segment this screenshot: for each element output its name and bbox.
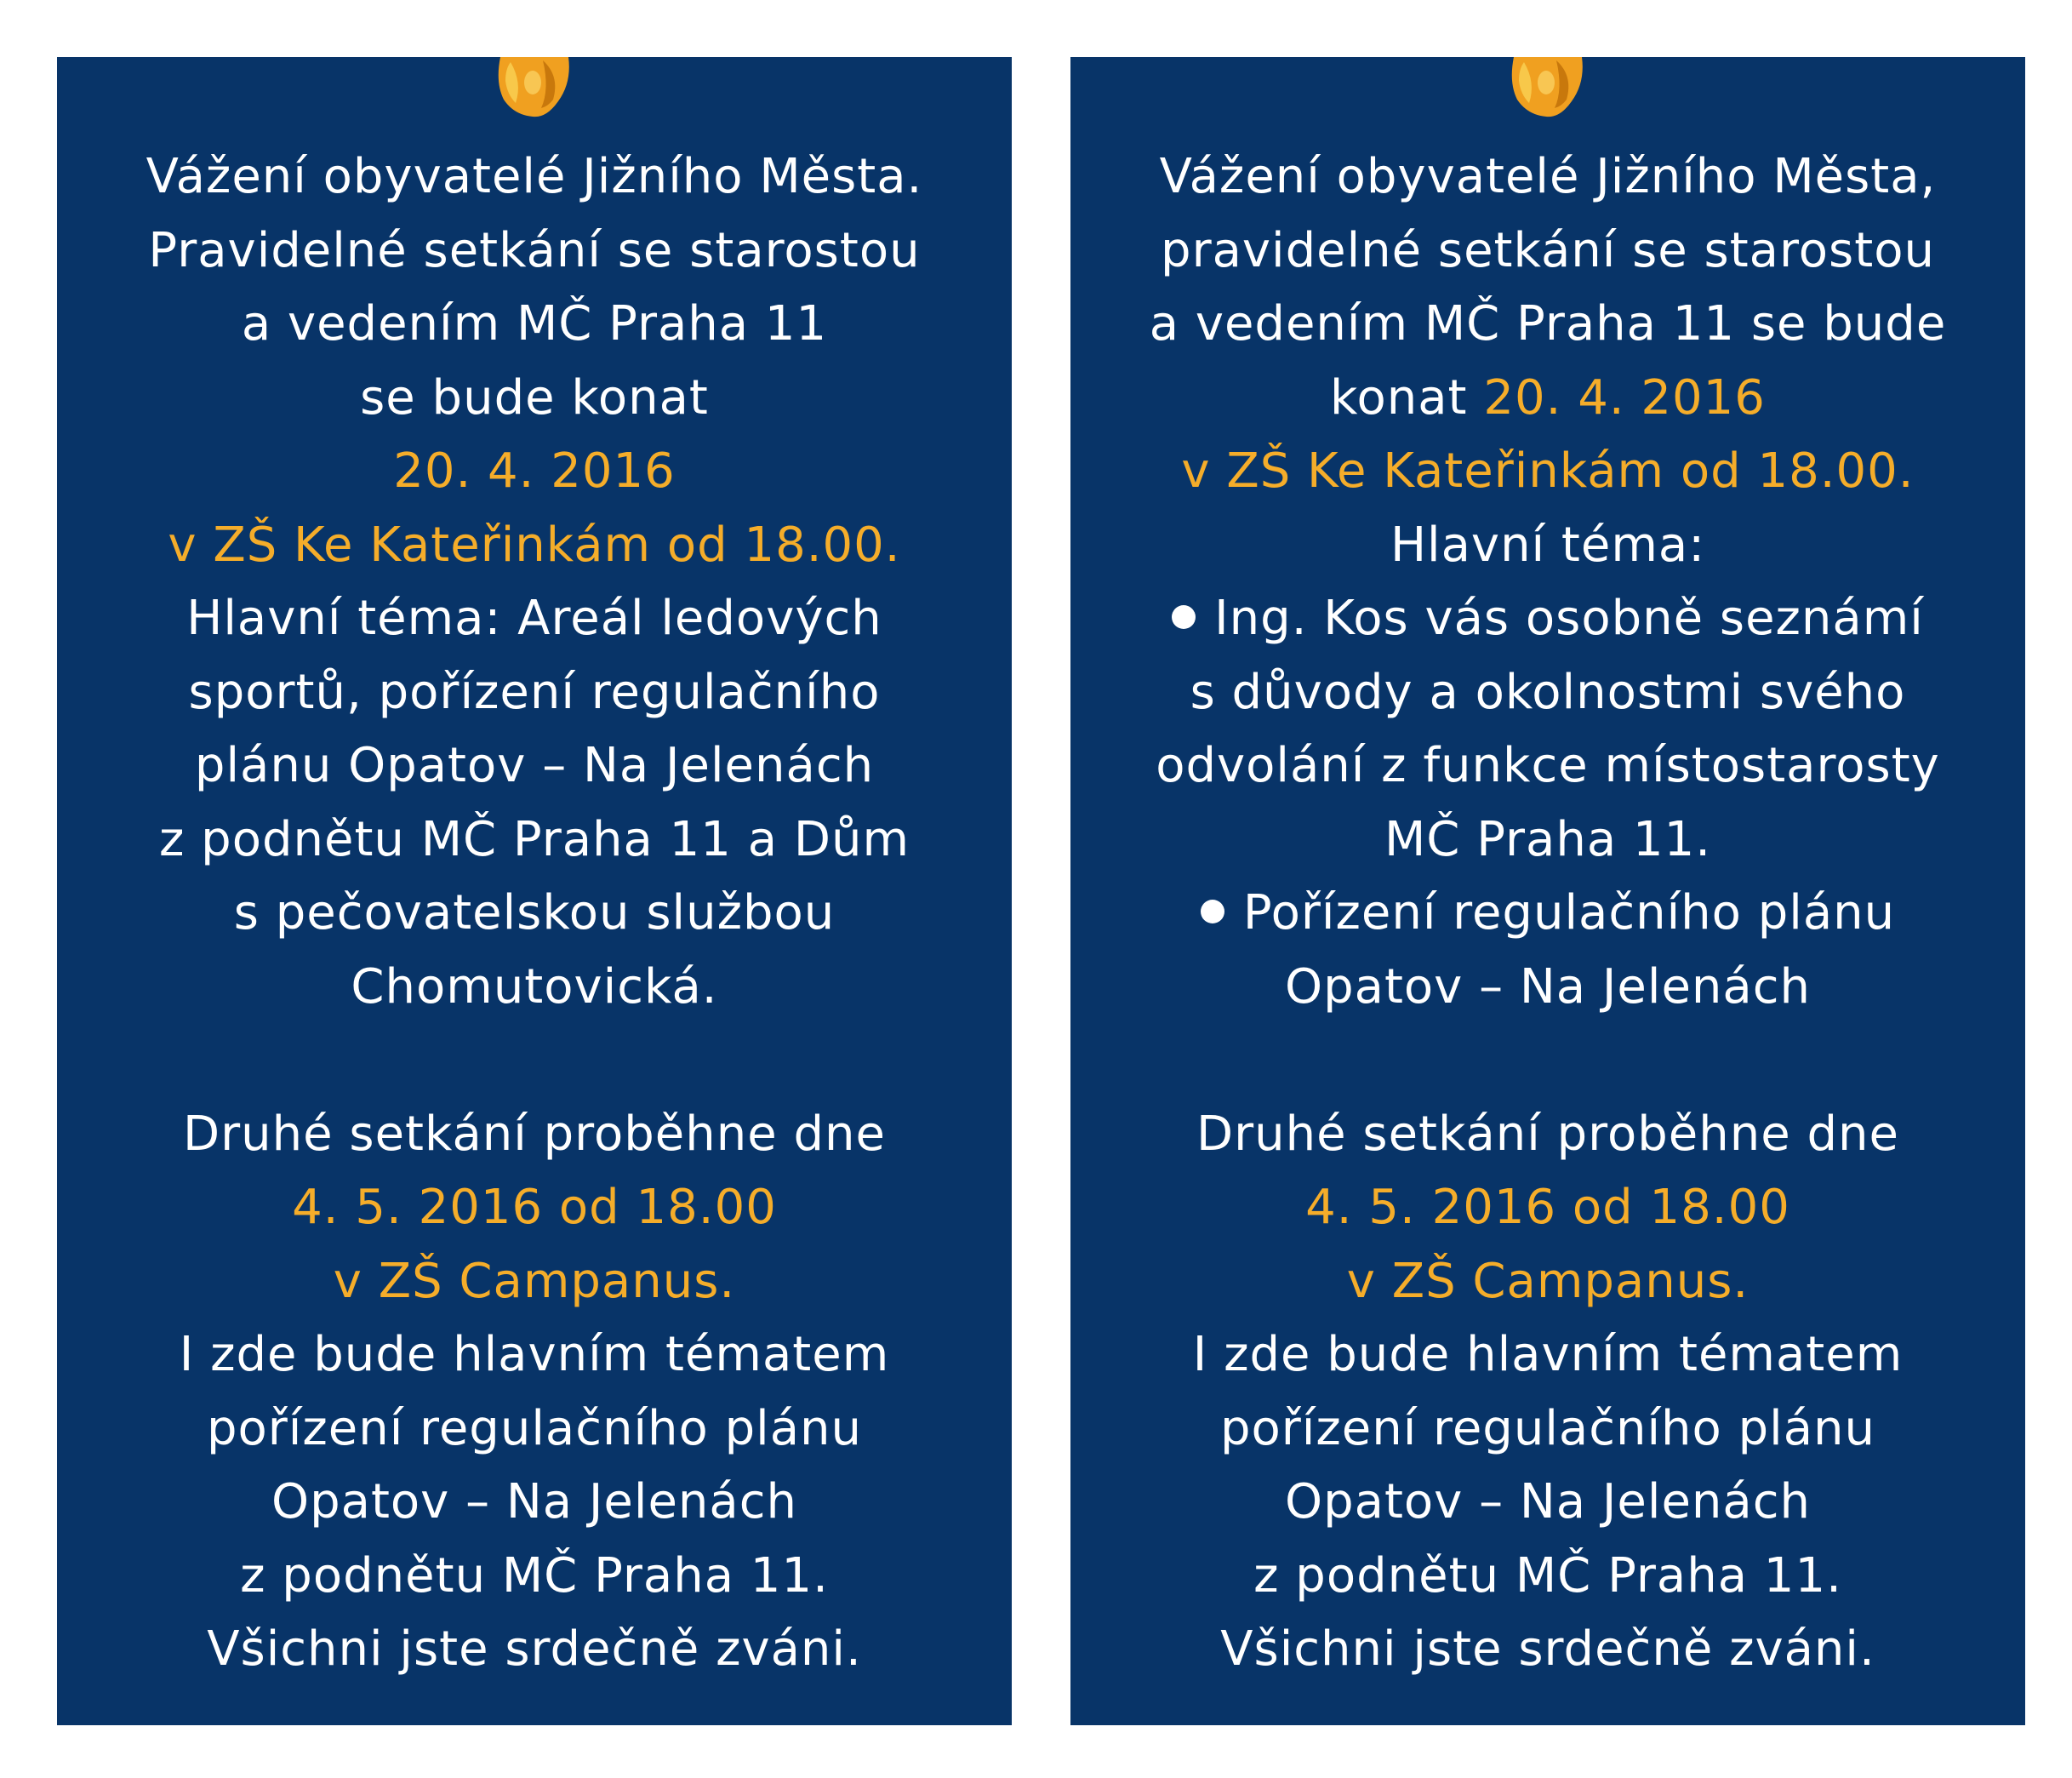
bullet-item-line: Opatov – Na Jelenách xyxy=(1285,958,1811,1015)
topic-line: z podnětu MČ Praha 11 a Dům xyxy=(158,811,910,867)
spacer xyxy=(1087,1024,2008,1098)
meeting-date: 20. 4. 2016 xyxy=(1483,369,1766,426)
intro-line: se bude konat xyxy=(360,369,709,426)
medal-icon xyxy=(1507,57,1589,120)
closing-line: Všichni jste srdečně zváni. xyxy=(207,1621,862,1677)
second-topic-line: z podnětu MČ Praha 11. xyxy=(1253,1547,1842,1604)
second-meeting-place: v ZŠ Campanus. xyxy=(333,1253,736,1309)
meeting-date: 20. 4. 2016 xyxy=(393,443,676,499)
second-topic-line: I zde bude hlavním tématem xyxy=(1192,1327,1904,1382)
bullet-text: Pořízení regulačního plánu xyxy=(1242,885,1896,940)
second-meeting-date: 4. 5. 2016 od 18.00 xyxy=(1305,1180,1790,1235)
meeting-place: v ZŠ Ke Kateřinkám od 18.00. xyxy=(1181,443,1915,499)
announcement-text xyxy=(1087,140,2008,1687)
bullet-icon xyxy=(1201,900,1224,923)
bullet-item-line: odvolání z funkce místostarosty xyxy=(1156,738,1940,793)
second-topic-line: Opatov – Na Jelenách xyxy=(271,1474,797,1529)
intro-word: konat xyxy=(1330,369,1468,426)
second-meeting-intro: Druhé setkání proběhne dne xyxy=(1196,1106,1899,1162)
intro-line: pravidelné setkání se starostou xyxy=(1161,222,1935,278)
bullet-text: Ing. Kos vás osobně seznámí xyxy=(1214,591,1924,646)
intro-line: Pravidelné setkání se starostou xyxy=(148,222,921,278)
announcement-text xyxy=(74,140,995,1687)
spacer xyxy=(74,1024,995,1098)
bullet-item-line xyxy=(1087,877,2008,951)
bullet-item-line xyxy=(1087,582,2008,656)
second-topic-line: Opatov – Na Jelenách xyxy=(1285,1474,1811,1529)
bullet-item-line: s důvody a okolnostmi svého xyxy=(1190,664,1906,720)
second-meeting-date: 4. 5. 2016 od 18.00 xyxy=(292,1180,777,1235)
second-topic-line: pořízení regulačního plánu xyxy=(1219,1400,1876,1456)
second-meeting-intro: Druhé setkání proběhne dne xyxy=(183,1106,886,1162)
bullet-item-line: MČ Praha 11. xyxy=(1384,811,1711,867)
bullet-icon xyxy=(1172,605,1196,629)
intro-line: a vedením MČ Praha 11 xyxy=(241,296,828,352)
closing-line: Všichni jste srdečně zváni. xyxy=(1220,1621,1875,1677)
second-topic-line: pořízení regulačního plánu xyxy=(206,1400,863,1456)
second-topic-line: I zde bude hlavním tématem xyxy=(179,1327,890,1382)
intro-line: a vedením MČ Praha 11 se bude xyxy=(1149,296,1947,352)
topic-heading: Hlavní téma: xyxy=(1390,517,1706,573)
greeting: Vážení obyvatelé Jižního Města. xyxy=(146,149,923,204)
topic-line: s pečovatelskou službou xyxy=(233,885,836,940)
meeting-place: v ZŠ Ke Kateřinkám od 18.00. xyxy=(168,517,901,573)
second-topic-line: z podnětu MČ Praha 11. xyxy=(240,1547,829,1604)
topic-line: Chomutovická. xyxy=(351,958,718,1015)
announcement-panel-original xyxy=(57,57,1012,1725)
topic-line: Hlavní téma: Areál ledových xyxy=(186,591,882,646)
greeting: Vážení obyvatelé Jižního Města, xyxy=(1159,149,1937,204)
medal-icon xyxy=(494,57,575,120)
second-meeting-place: v ZŠ Campanus. xyxy=(1346,1253,1749,1309)
topic-line: plánu Opatov – Na Jelenách xyxy=(194,738,875,793)
topic-line: sportů, pořízení regulačního xyxy=(188,664,881,720)
intro-line-with-date xyxy=(1087,362,2008,436)
announcement-panel-revised xyxy=(1070,57,2025,1725)
